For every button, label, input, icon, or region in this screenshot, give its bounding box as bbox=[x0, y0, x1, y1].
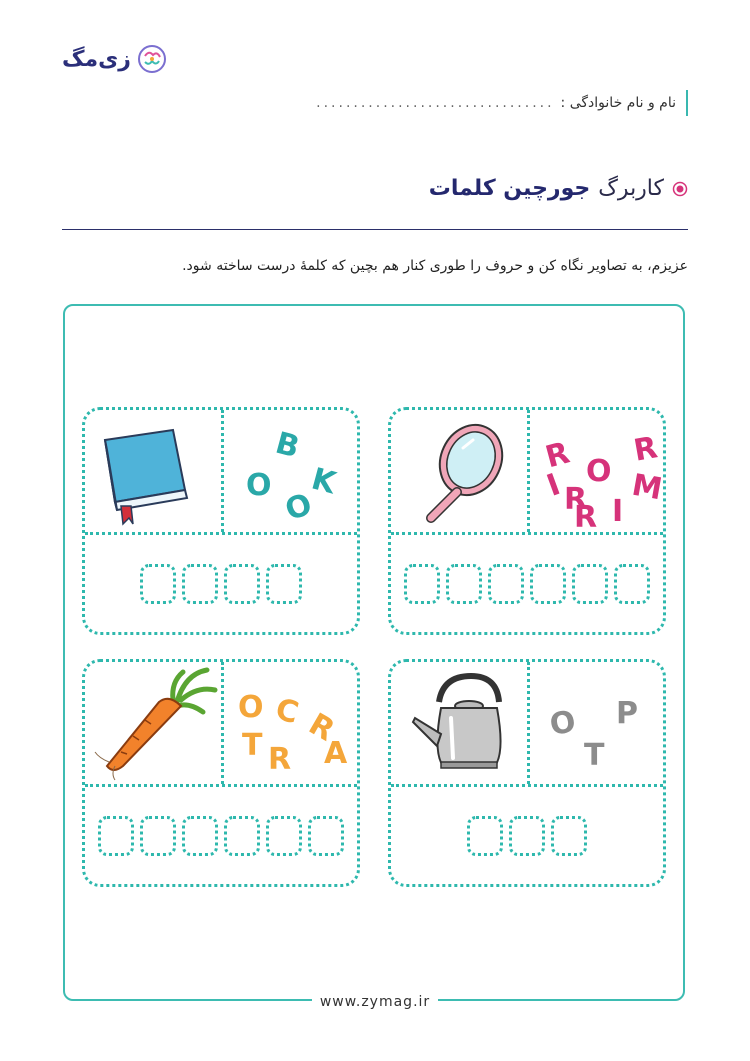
name-label: نام و نام خانوادگی : bbox=[560, 95, 676, 111]
scrambled-letter[interactable]: C bbox=[271, 691, 303, 732]
scrambled-letter[interactable]: B bbox=[271, 425, 304, 466]
name-dots: ................................ bbox=[316, 95, 555, 111]
answer-boxes[interactable] bbox=[391, 564, 663, 604]
scrambled-letters bbox=[530, 410, 666, 535]
answer-box[interactable] bbox=[266, 564, 302, 604]
answer-box[interactable] bbox=[509, 816, 545, 856]
footer bbox=[0, 991, 750, 1010]
logo-text: زی‌مگ bbox=[62, 46, 131, 72]
puzzle-card-kettle bbox=[388, 659, 666, 887]
scrambled-letter[interactable]: O bbox=[547, 704, 579, 743]
answer-box[interactable] bbox=[551, 816, 587, 856]
brain-logo-icon bbox=[137, 44, 167, 74]
answer-box[interactable] bbox=[182, 564, 218, 604]
scrambled-letter[interactable]: I bbox=[542, 467, 565, 504]
answer-boxes[interactable] bbox=[85, 564, 357, 604]
carrot-icon bbox=[85, 662, 221, 784]
scrambled-letter[interactable]: R bbox=[574, 500, 598, 535]
answer-box[interactable] bbox=[446, 564, 482, 604]
answer-boxes[interactable] bbox=[85, 816, 357, 856]
answer-box[interactable] bbox=[98, 816, 134, 856]
scrambled-letter[interactable]: R bbox=[302, 706, 341, 749]
answer-box[interactable] bbox=[404, 564, 440, 604]
scrambled-letters bbox=[224, 662, 360, 784]
worksheet-title bbox=[429, 176, 688, 201]
title-prefix: کاربرگ bbox=[598, 176, 664, 201]
book-icon bbox=[85, 410, 221, 532]
answer-box[interactable] bbox=[308, 816, 344, 856]
answer-box[interactable] bbox=[488, 564, 524, 604]
answer-boxes[interactable] bbox=[391, 816, 663, 856]
scrambled-letter[interactable]: T bbox=[242, 728, 263, 763]
scrambled-letter[interactable]: M bbox=[629, 467, 665, 508]
instructions: عزیزم، به تصاویر نگاه کن و حروف را طوری کنار هم بچین که کلمهٔ درست ساخته شود. bbox=[182, 258, 688, 274]
scrambled-letter[interactable]: P bbox=[616, 696, 638, 731]
scrambled-letter[interactable]: K bbox=[307, 461, 340, 502]
scrambled-letter[interactable]: O bbox=[280, 486, 317, 529]
scrambled-letter[interactable]: O bbox=[238, 690, 264, 725]
puzzle-card-carrot bbox=[82, 659, 360, 887]
puzzle-card-mirror bbox=[388, 407, 666, 635]
mirror-icon bbox=[391, 410, 527, 532]
scrambled-letter[interactable]: R bbox=[631, 430, 660, 469]
answer-box[interactable] bbox=[572, 564, 608, 604]
scrambled-letter[interactable]: O bbox=[246, 468, 272, 503]
scrambled-letter[interactable]: T bbox=[584, 738, 605, 773]
answer-box[interactable] bbox=[182, 816, 218, 856]
website-link[interactable]: www.zymag.ir bbox=[312, 994, 438, 1010]
scrambled-letter[interactable]: R bbox=[564, 482, 588, 517]
name-field[interactable] bbox=[316, 90, 688, 116]
answer-box[interactable] bbox=[224, 816, 260, 856]
answer-box[interactable] bbox=[224, 564, 260, 604]
answer-box[interactable] bbox=[140, 816, 176, 856]
scrambled-letter[interactable]: I bbox=[612, 494, 624, 529]
scrambled-letters bbox=[224, 410, 360, 532]
logo bbox=[62, 44, 167, 74]
bullet-icon bbox=[672, 181, 688, 197]
answer-box[interactable] bbox=[530, 564, 566, 604]
answer-box[interactable] bbox=[614, 564, 650, 604]
title-divider bbox=[62, 229, 688, 230]
answer-box[interactable] bbox=[140, 564, 176, 604]
scrambled-letter[interactable]: R bbox=[541, 435, 574, 476]
answer-box[interactable] bbox=[467, 816, 503, 856]
scrambled-letter[interactable]: O bbox=[586, 454, 612, 489]
puzzle-card-book bbox=[82, 407, 360, 635]
title-bold: جورچین کلمات bbox=[428, 176, 591, 201]
answer-box[interactable] bbox=[266, 816, 302, 856]
scrambled-letter[interactable]: A bbox=[324, 736, 348, 771]
scrambled-letter[interactable]: R bbox=[268, 742, 292, 777]
scrambled-letters bbox=[530, 662, 666, 784]
kettle-icon bbox=[391, 662, 527, 784]
